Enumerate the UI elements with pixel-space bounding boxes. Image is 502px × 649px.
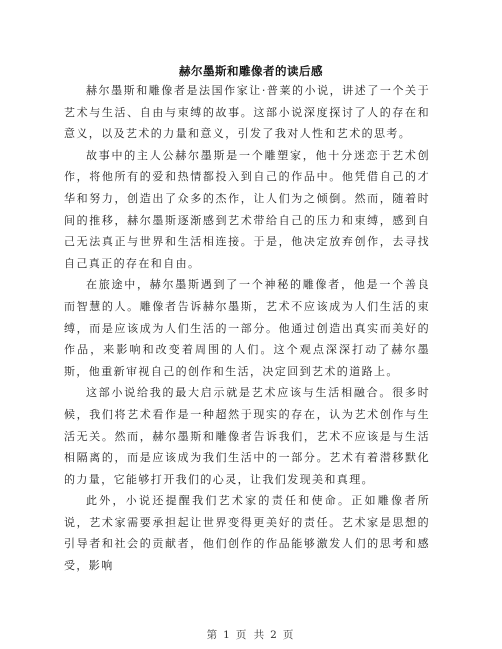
- document-title: 赫尔墨斯和雕像者的读后感: [179, 64, 323, 78]
- footer-prefix: 第: [206, 629, 220, 641]
- paragraph-1: 赫尔墨斯和雕像者是法国作家让·普莱的小说，讲述了一个关于艺术与生活、自由与束缚的故事。这部小说深度探讨了人的存在和意义，以及艺术的力量和意义，引发了我对人性和艺术的思考。: [64, 84, 430, 141]
- footer-middle: 页 共: [235, 629, 267, 641]
- footer-total-pages: 2: [270, 629, 279, 641]
- footer-suffix: 页: [282, 629, 296, 641]
- paragraph-3: 在旅途中，赫尔墨斯遇到了一个神秘的雕像者，他是一个善良而智慧的人。雕像者告诉赫尔墨斯，艺术不应该成为人们生活的束缚，而是应该成为人们生活的一部分。他通过创造出真实而美好的作品，来影响和改变着周围的人们。这个观点深深打动了赫尔墨斯，他重新审视自己的创作和生活，决定回到艺术的道路上。: [64, 278, 430, 378]
- paragraph-5: 此外，小说还提醒我们艺术家的责任和使命。正如雕像者所说，艺术家需要承担起让世界变得更美好的责任。艺术家是思想的引导者和社会的贡献者，他们创作的作品能够激发人们的思考和感受，影响: [64, 494, 430, 573]
- page-footer: [0, 627, 502, 642]
- paragraph-2: 故事中的主人公赫尔墨斯是一个雕塑家，他十分迷恋于艺术创作，将他所有的爱和热情都投入到自己的作品中。他凭借自己的才华和努力，创造出了众多的杰作，让人们为之倾倒。然而，随着时间的推移，赫尔墨斯逐渐感到艺术带给自己的压力和束缚，感到自己无法真正与世界和生活相连接。于是，他决定放弃创作，去寻找自己真正的存在和自由。: [64, 148, 430, 270]
- footer-current-page: 1: [223, 629, 232, 641]
- paragraph-4: 这部小说给我的最大启示就是艺术应该与生活相融合。很多时候，我们将艺术看作是一种超然于现实的存在，认为艺术创作与生活无关。然而，赫尔墨斯和雕像者告诉我们，艺术不应该是与生活相隔离的，而是应该成为我们生活中的一部分。艺术有着潜移默化的力量，它能够打开我们的心灵，让我们发现美和真理。: [64, 386, 430, 486]
- document-body: [64, 80, 430, 577]
